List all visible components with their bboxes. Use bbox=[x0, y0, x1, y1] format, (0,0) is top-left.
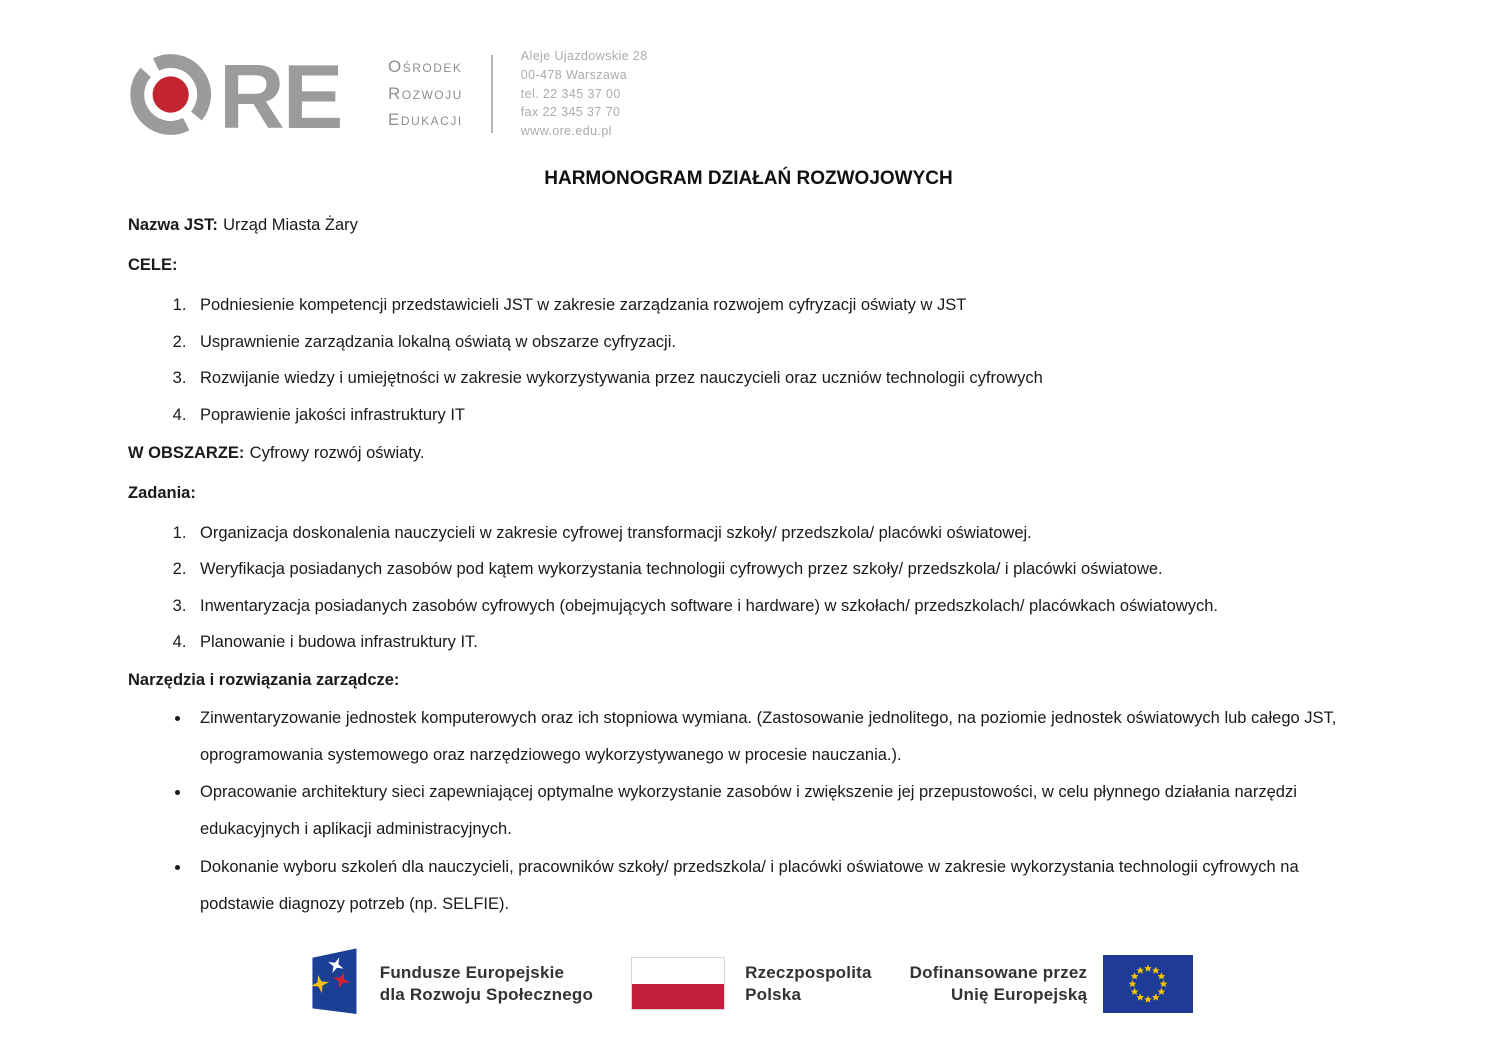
zadania-heading: Zadania: bbox=[128, 483, 196, 502]
letterhead-divider bbox=[491, 55, 493, 133]
narzedzia-item: • Opracowanie architektury sieci zapewniającej optymalne wykorzystanie zasobów i zwiększenie jej przepustowości, w celu płynnego działania narzędzi edukacyjnych i aplikacji administracyjnych. bbox=[191, 774, 1369, 848]
org-name-line: Ośrodek bbox=[388, 57, 463, 77]
org-name-line: Edukacji bbox=[388, 110, 463, 130]
poland-flag-red-stripe bbox=[632, 984, 724, 1010]
narzedzia-item: • Zinwentaryzowanie jednostek komputerowych oraz ich stopniowa wymiana. (Zastosowanie jednolitego, na poziomie jednostek oświatowych lub całego JST, oprogramowania systemowego oraz narzędziowego wykorzystywanego w procesie nauczania.). bbox=[191, 700, 1369, 774]
narzedzia-item: • Dokonanie wyboru szkoleń dla nauczycieli, pracowników szkoły/ przedszkola/ i placówki oświatowe w zakresie wykorzystania technologii cyfrowych na podstawie diagnozy potrzeb (np. SELFIE). bbox=[191, 849, 1369, 923]
eu-cofunding-label bbox=[910, 962, 1088, 1006]
poland-label-line2: Polska bbox=[745, 984, 802, 1004]
obszar-paragraph bbox=[128, 444, 1369, 463]
poland-label bbox=[745, 962, 872, 1006]
letterhead bbox=[128, 46, 1369, 142]
ore-letters: RE bbox=[218, 47, 342, 141]
poland-logo bbox=[631, 957, 872, 1010]
address-block bbox=[521, 47, 648, 141]
address-line: fax 22 345 37 70 bbox=[520, 105, 621, 120]
cele-heading: CELE: bbox=[128, 256, 178, 274]
cele-list bbox=[128, 295, 1369, 426]
jst-paragraph bbox=[128, 216, 1369, 235]
eu-cofunding-logo bbox=[910, 955, 1194, 1013]
website-text: www.ore.edu.pl bbox=[520, 124, 612, 139]
zadania-item: 2. Weryfikacja posiadanych zasobów pod kątem wykorzystania technologii cyfrowych przez szkoły/ przedszkola/ i placówki oświatowe. bbox=[191, 559, 1369, 580]
eu-funds-flag-icon bbox=[304, 943, 364, 1025]
narzedzia-list bbox=[128, 700, 1369, 923]
cele-item: 1. Podniesienie kompetencji przedstawicieli JST w zakresie zarządzania rozwojem cyfryzacji oświaty w JST bbox=[191, 295, 1369, 316]
address-line: tel. 22 345 37 00 bbox=[520, 86, 621, 101]
narzedzia-heading: Narzędzia i rozwiązania zarządcze: bbox=[128, 671, 400, 689]
zadania-item: 4. Planowanie i budowa infrastruktury IT. bbox=[191, 632, 1369, 653]
footer-logos bbox=[128, 943, 1369, 1025]
jst-value: Urząd Miasta Żary bbox=[223, 216, 358, 234]
ore-logo-icon bbox=[128, 48, 360, 141]
poland-flag-white-stripe bbox=[632, 958, 724, 984]
eu-funds-label-line2: dla Rozwoju Społecznego bbox=[379, 984, 594, 1004]
cele-item: 4. Poprawienie jakości infrastruktury IT bbox=[191, 405, 1369, 426]
org-name-line: Rozwoju bbox=[388, 83, 463, 103]
obszar-label: W OBSZARZE: bbox=[128, 443, 245, 462]
cele-item: 2. Usprawnienie zarządzania lokalną oświatą w obszarze cyfryzacji. bbox=[191, 332, 1369, 353]
eu-funds-label-line1: Fundusze Europejskie bbox=[379, 962, 565, 982]
eu-flag-icon bbox=[1103, 955, 1193, 1013]
poland-flag-icon bbox=[631, 957, 725, 1010]
zadania-item: 3. Inwentaryzacja posiadanych zasobów cyfrowych (obejmujących software i hardware) w szkołach/ przedszkolach/ placówkach oświatowych. bbox=[191, 596, 1369, 617]
address-line: Aleje Ujazdowskie 28 bbox=[520, 49, 648, 64]
document-title: HARMONOGRAM DZIAŁAŃ ROZWOJOWYCH bbox=[544, 168, 953, 189]
eu-funds-logo bbox=[304, 943, 593, 1025]
zadania-list bbox=[128, 523, 1369, 654]
poland-label-line1: Rzeczpospolita bbox=[745, 962, 872, 982]
eu-funds-label bbox=[380, 962, 593, 1006]
address-line: 00-478 Warszawa bbox=[520, 67, 628, 82]
obszar-value: Cyfrowy rozwój oświaty. bbox=[249, 443, 425, 462]
jst-label: Nazwa JST: bbox=[128, 216, 218, 234]
eu-cofunding-label-line2: Unię Europejską bbox=[951, 984, 1088, 1004]
org-name bbox=[388, 54, 463, 133]
eu-cofunding-label-line1: Dofinansowane przez bbox=[909, 962, 1088, 982]
zadania-item: 1. Organizacja doskonalenia nauczycieli w zakresie cyfrowej transformacji szkoły/ przedszkola/ placówki oświatowej. bbox=[191, 523, 1369, 544]
cele-item: 3. Rozwijanie wiedzy i umiejętności w zakresie wykorzystywania przez nauczycieli oraz uczniów technologii cyfrowych bbox=[191, 368, 1369, 389]
